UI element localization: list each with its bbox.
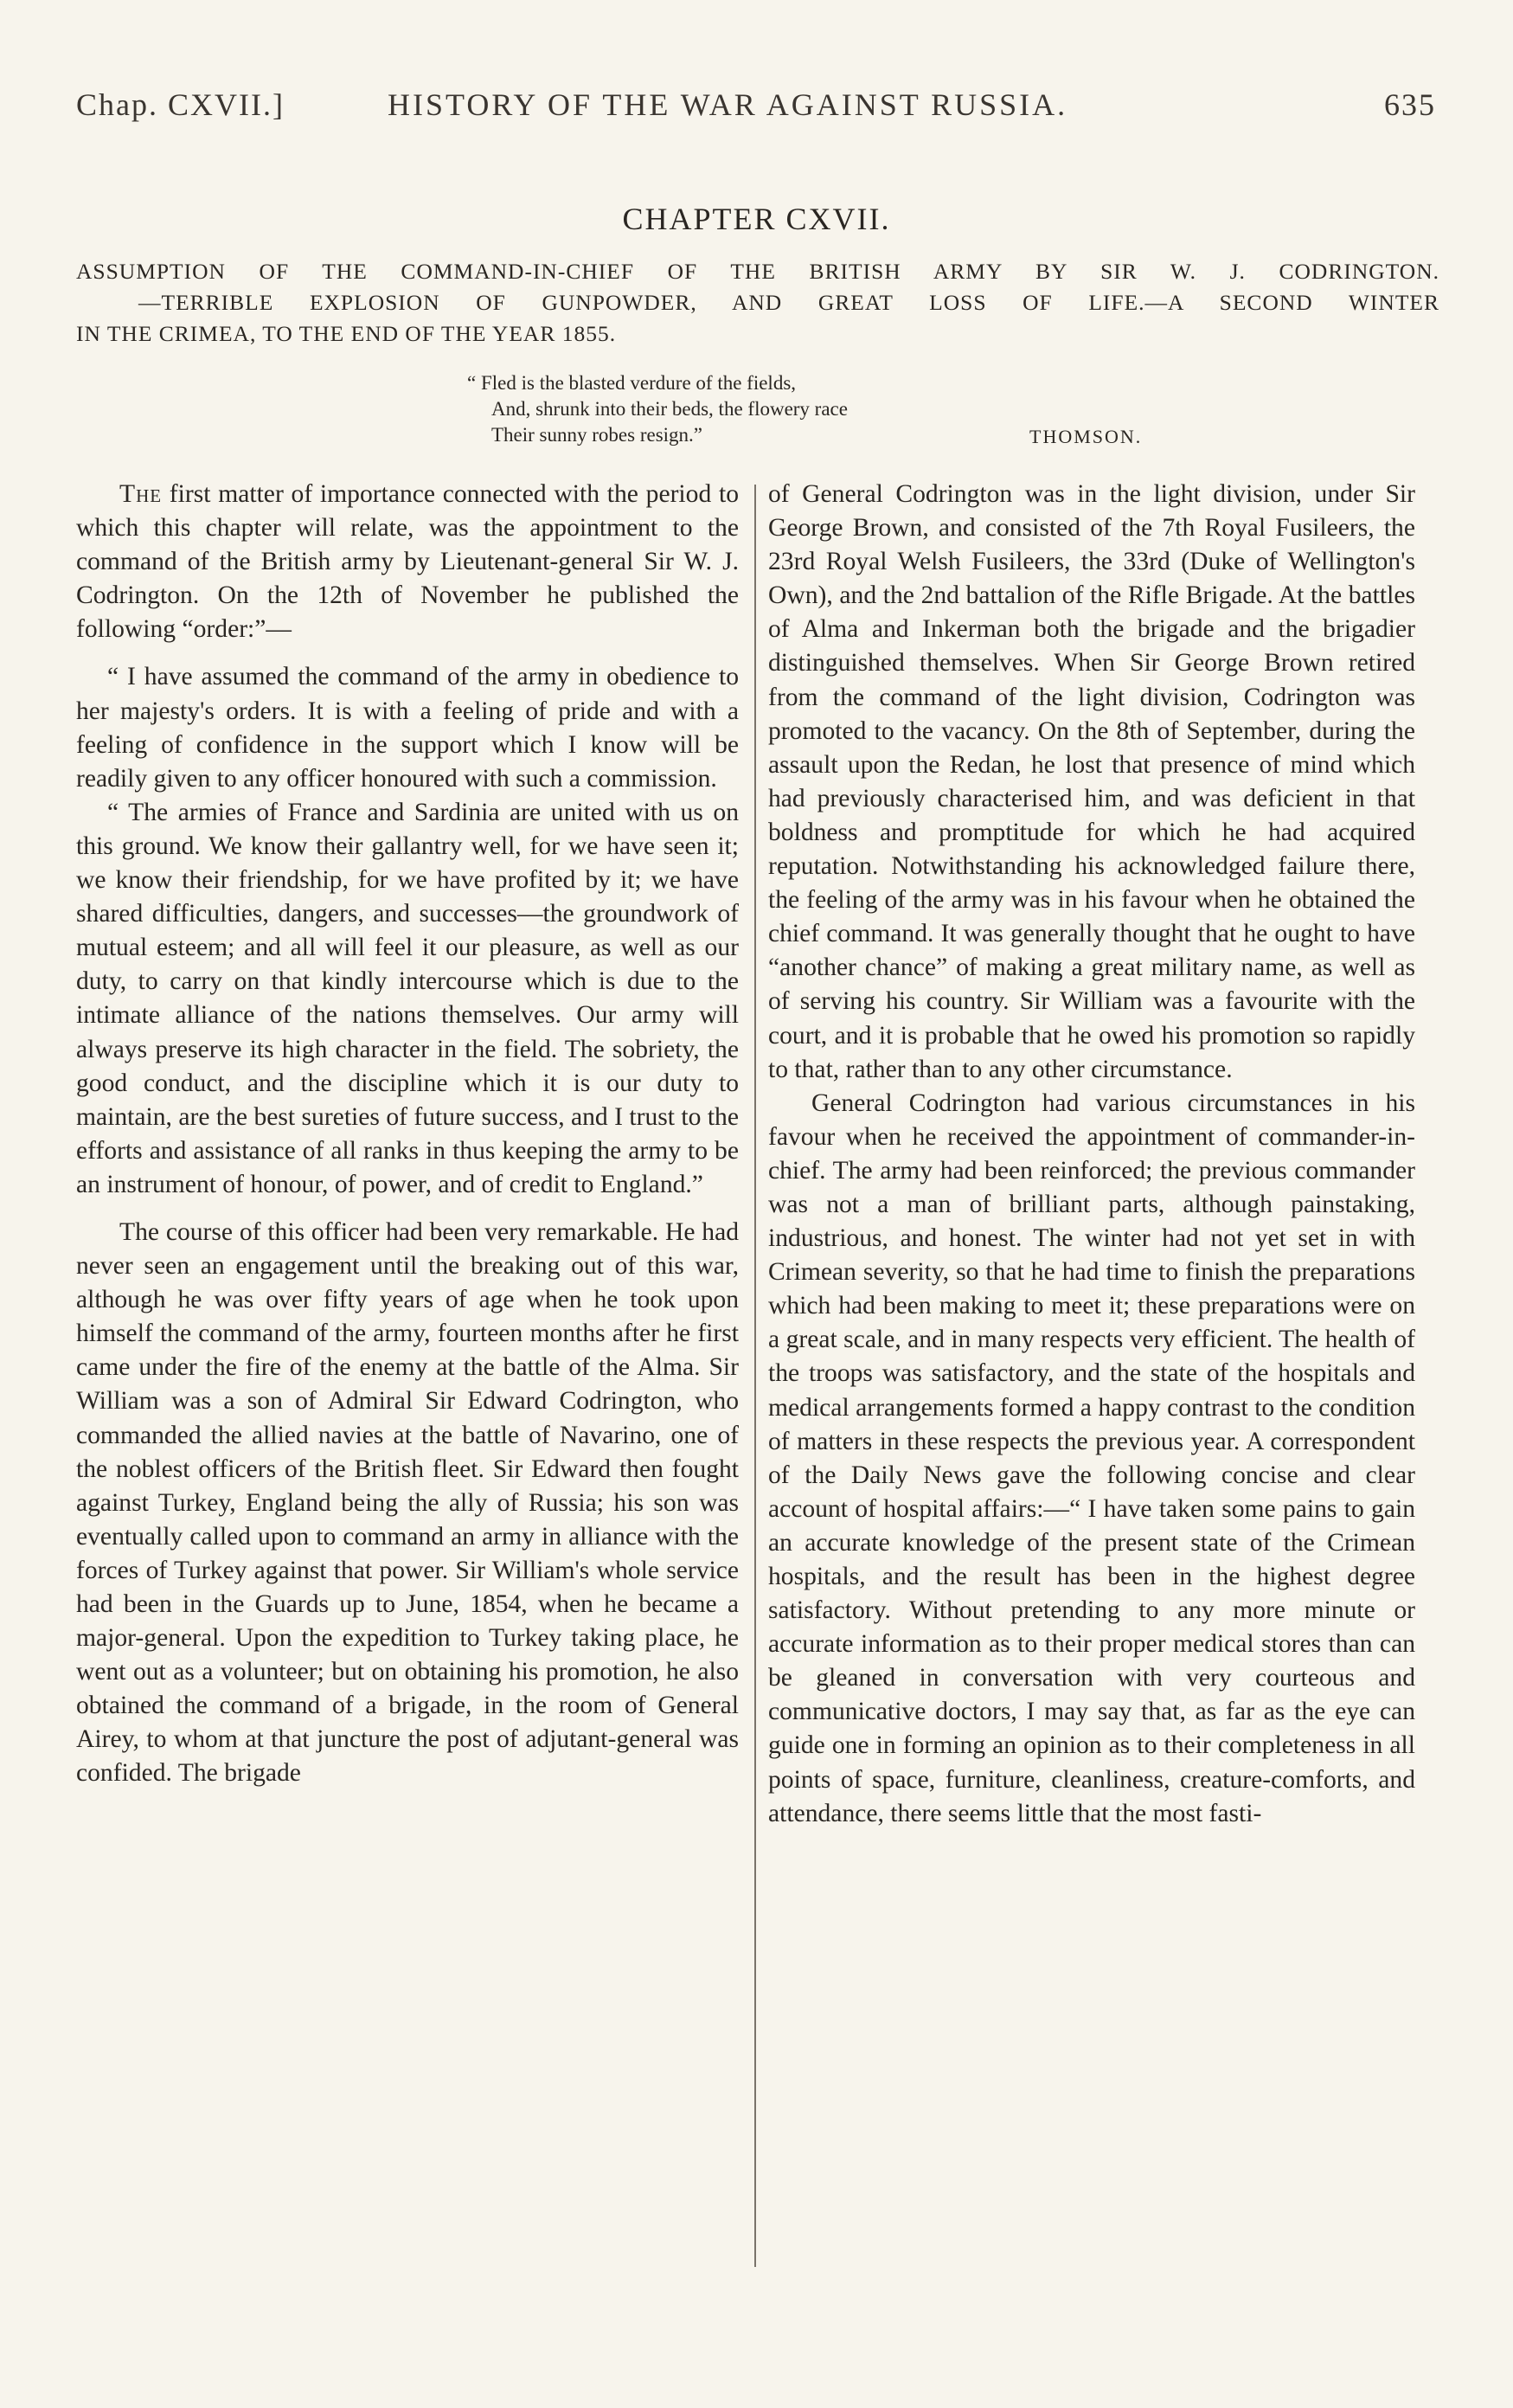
epigraph	[467, 370, 1159, 448]
summary-line: ASSUMPTION OF THE COMMAND-IN-CHIEF OF THE BRITISH ARMY BY SIR W. J. CODRINGTON.	[76, 259, 1439, 284]
right-column	[768, 478, 1415, 1831]
summary-line: IN THE CRIMEA, TO THE END OF THE YEAR 1855.	[76, 321, 617, 346]
chapter-reference: Chap. CXVII.]	[76, 87, 285, 122]
paragraph: “ I have assumed the command of the army in obedience to her majesty's orders. It is with a feeling of pride and with a feeling of confidence in the support which I know will be readily given to any officer honoured with such a commission.	[76, 663, 739, 793]
book-title: HISTORY OF THE WAR AGAINST RUSSIA.	[388, 87, 1068, 122]
epigraph-line: “ Fled is the blasted verdure of the fields,	[467, 372, 797, 394]
summary-line: —TERRIBLE EXPLOSION OF GUNPOWDER, AND GREAT LOSS OF LIFE.—A SECOND WINTER	[138, 290, 1439, 315]
lead-word: The	[119, 480, 163, 508]
left-column	[76, 478, 739, 1791]
paragraph: General Codrington had various circumstances in his favour when he received the appointment of commander-in-chief. The army had been reinforced; the previous commander was not a man of brilliant parts, although painstaking, industrious, and honest. The winter had not yet set in with Crimean severity, so that he had time to finish the preparations which had been making to meet it; these preparations were on a great scale, and in many respects very efficient. The health of the troops was satisfactory, and the state of the hospitals and medical arrangements formed a happy contrast to the condition of matters in these respects the previous year. A correspondent of the Daily News gave the following concise and clear account of hospital affairs:—“ I have taken some pains to gain an accurate knowledge of the present state of the Crimean hospitals, and the result has been in the highest degree satisfactory. Without pretending to any more minute or accurate information as to their proper medical stores than can be gleaned in conversation with very courteous and communicative doctors, I may say that, as far as the eye can guide one in forming an opinion as to their completeness in all points of space, furniture, cleanliness, creature-comforts, and attendance, there seems little that the most fasti-	[768, 1088, 1415, 1827]
running-head	[76, 87, 1436, 138]
epigraph-line: Their sunny robes resign.”	[491, 424, 702, 446]
paragraph: of General Codrington was in the light division, under Sir George Brown, and consisted of the 7th Royal Fusileers, the 23rd Royal Welsh Fusileers, the 33rd (Duke of Wellington's Own), and the 2nd battalion of the Rifle Brigade. At the battles of Alma and Inkerman both the brigade and the brigadier distinguished themselves. When Sir George Brown retired from the command of the light division, Codrington was promoted to the vacancy. On the 8th of September, during the assault upon the Redan, he lost that presence of mind which had previously characterised him, and was deficient in that boldness and promptitude for which he had acquired reputation. Notwithstanding his acknowledged failure there, the feeling of the army was in his favour when he obtained the chief command. It was generally thought that he ought to have “another chance” of making a great military name, as well as of serving his country. Sir William was a favourite with the court, and it is probable that he owed his promotion so rapidly to that, rather than to any other circumstance.	[768, 480, 1415, 1083]
chapter-summary	[76, 256, 1439, 350]
chapter-heading: CHAPTER CXVII.	[622, 202, 891, 236]
column-divider	[754, 485, 756, 2267]
paragraph: “ The armies of France and Sardinia are united with us on this ground. We know their gallantry well, for we have seen it; we know their friendship, for we have profited by it; we have shared difficulties, dangers, and successes—the groundwork of mutual esteem; and all will feel it our pleasure, as well as our duty, to carry on that kindly intercourse which is due to the intimate alliance of the nations themselves. Our army will always preserve its high character in the field. The sobriety, the good conduct, and the discipline which it is our duty to maintain, are the best sureties of future success, and I trust to the efforts and assistance of all ranks in thus keeping the army to be an instrument of honour, of power, and of credit to England.”	[76, 798, 739, 1198]
paragraph-text: first matter of importance connected with the period to which this chapter will relate, was the appointment to the command of the British army by Lieutenant-general Sir W. J. Codrington. On the 12th of November he published the following “order:”—	[76, 480, 739, 644]
page-number: 635	[1384, 87, 1436, 122]
epigraph-line: And, shrunk into their beds, the flowery race	[491, 398, 848, 420]
paragraph	[76, 478, 739, 646]
epigraph-author: THOMSON.	[1029, 426, 1143, 447]
paragraph: The course of this officer had been very remarkable. He had never seen an engagement until the breaking out of this war, although he was over fifty years of age when he took upon himself the command of the army, fourteen months after he first came under the fire of the enemy at the battle of the Alma. Sir William was a son of Admiral Sir Edward Codrington, who commanded the allied navies at the battle of Navarino, one of the noblest officers of the British fleet. Sir Edward then fought against Turkey, England being the ally of Russia; his son was eventually called upon to command an army in alliance with the forces of Turkey against that power. Sir William's whole service had been in the Guards up to June, 1854, when he became a major-general. Upon the expedition to Turkey taking place, he went out as a volunteer; but on obtaining his promotion, he also obtained the command of a brigade, in the room of General Airey, to whom at that juncture the post of adjutant-general was confided. The brigade	[76, 1217, 739, 1788]
